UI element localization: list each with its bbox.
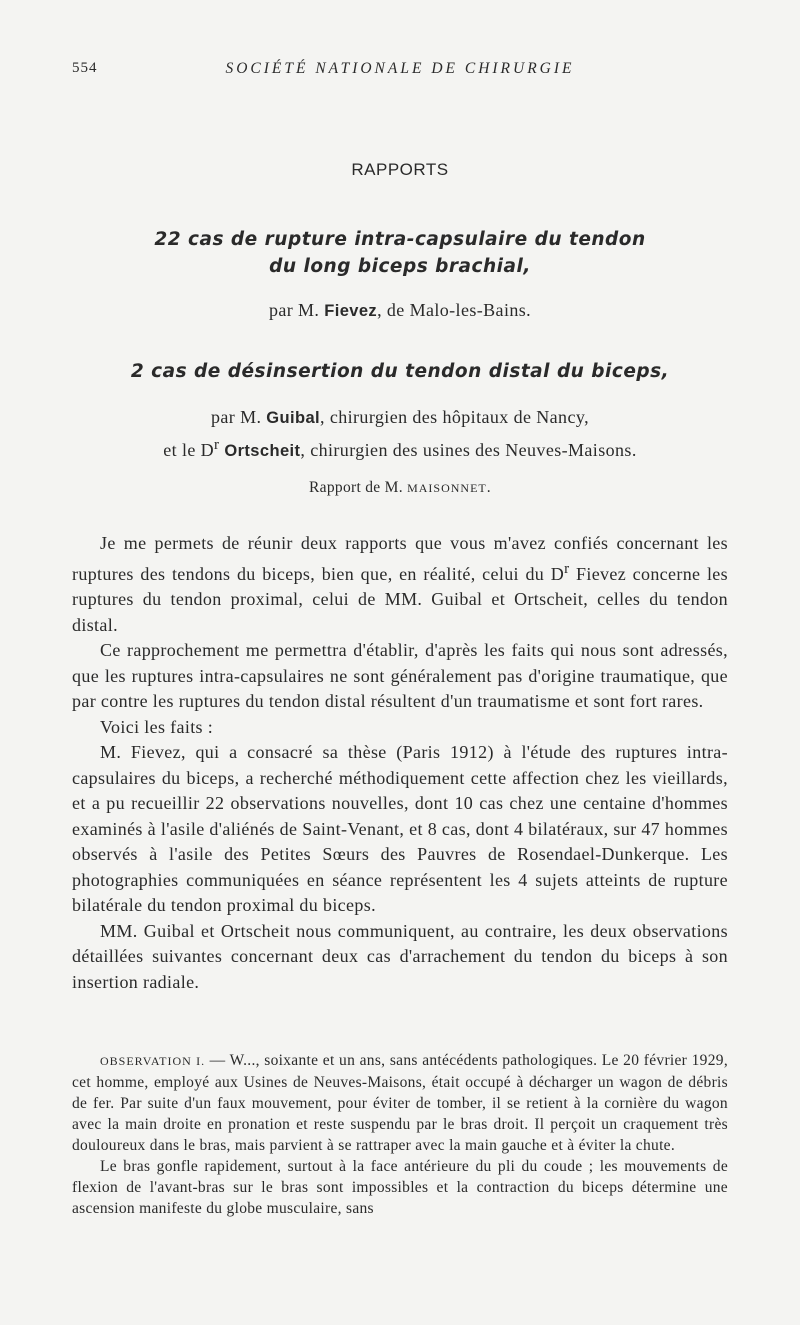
rapporteur-line (0, 479, 800, 497)
paragraph: Voici les faits : (100, 716, 214, 737)
report1-title-line2: du long biceps brachial, (269, 256, 531, 277)
paragraph: MM. Guibal et Ortscheit nous communiquent, au contraire, les deux observations détaillées suivantes concernant deux cas d'arrachement du tendon du biceps à son insertion radiale. (72, 920, 728, 992)
superscript: r (214, 437, 220, 453)
byline-prefix: et le D (163, 440, 215, 460)
rapporteur-suffix: . (486, 479, 491, 496)
byline-prefix: par M. (211, 407, 267, 427)
rapporteur-name: MAISONNET (407, 481, 487, 495)
author-fievez: Fievez (324, 302, 378, 320)
page-header (72, 60, 728, 84)
observation-label: OBSERVATION I. (100, 1054, 206, 1068)
author-guibal: Guibal (266, 409, 321, 427)
byline-suffix: , de Malo-les-Bains. (377, 300, 532, 320)
section-title: RAPPORTS (351, 160, 449, 179)
paragraph: Ce rapprochement me permettra d'établir, d'après les faits qui nous sont adressés, que les ruptures intra-capsulaires ne sont généralement pas d'origine traumatique, que par contre les ruptures du tendon distal résultent d'un traumatisme et sont fort rares. (72, 640, 728, 711)
byline-suffix: , chirurgien des hôpitaux de Nancy, (320, 407, 589, 427)
report-body (72, 531, 728, 995)
observation-block (72, 1050, 728, 1219)
report1-title-line1: 22 cas de rupture intra-capsulaire du tendon (154, 229, 646, 250)
report2-byline-line2 (0, 432, 800, 465)
byline-suffix: , chirurgien des usines des Neuves-Maisons. (300, 440, 637, 460)
author-ortscheit: Ortscheit (224, 442, 301, 460)
running-title: SOCIÉTÉ NATIONALE DE CHIRURGIE (225, 60, 575, 77)
page-number: 554 (72, 60, 98, 76)
report2-title: 2 cas de désinsertion du tendon distal du biceps, (130, 361, 670, 382)
observation-paragraph: OBSERVATION I. — W..., soixante et un ans, sans antécédents pathologiques. Le 20 février 1929, cet homme, employé aux Usines de Neuves-Maisons, était occupé à décharger un wagon de débris de fer. Par suite d'un faux mouvement, pour éviter de tomber, il se retient à la cornière du wagon avec la main droite en pronation et reste suspendu par le bras droit. Il perçoit un craquement très douloureux dans le bras, mais parvient à se rattraper avec la main gauche et à éviter la chute. (72, 1052, 728, 1154)
observation-paragraph: Le bras gonfle rapidement, surtout à la face antérieure du pli du coude ; les mouvements de flexion de l'avant-bras sur le bras sont impossibles et la contraction du biceps détermine une ascension manifeste du globe musculaire, sans (72, 1158, 728, 1217)
report1-title (0, 226, 800, 280)
report2-byline-line1 (0, 404, 800, 432)
paragraph: M. Fievez, qui a consacré sa thèse (Paris 1912) à l'étude des ruptures intra-capsulaires du biceps, a recherché méthodiquement cette affection chez les vieillards, et a pu recueillir 22 observations nouvelles, dont 10 cas chez une centaine d'hommes examinés à l'asile d'aliénés de Saint-Venant, et 8 cas, dont 4 bilatéraux, sur 47 hommes observés à l'asile des Petites Sœurs des Pauvres de Rosendael-Dunkerque. Les photographies communiquées en séance représentent les 4 sujets atteints de rupture bilatérale du tendon proximal du biceps. (72, 742, 728, 915)
rapporteur-prefix: Rapport de M. (309, 479, 408, 496)
report1-byline (0, 297, 800, 325)
paragraph: Je me permets de réunir deux rapports que vous m'avez confiés concernant les ruptures des tendons du biceps, bien que, en réalité, celui du $D^r$ Fievez concerne les ruptures du tendon proximal, celui de MM. Guibal et Ortscheit, celles du tendon distal. (72, 533, 728, 635)
byline-prefix: par M. (268, 300, 325, 320)
report2-byline (0, 404, 800, 465)
